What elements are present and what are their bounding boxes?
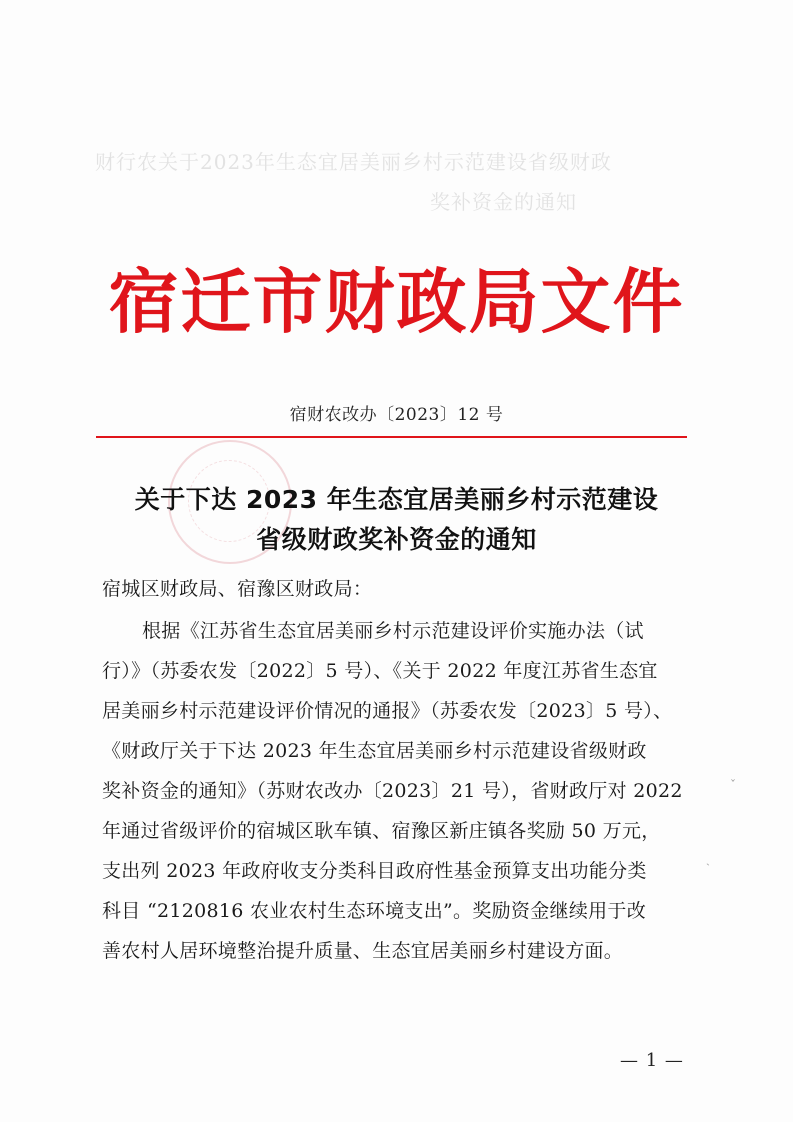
page-number: — 1 —: [620, 1050, 684, 1071]
document-number: 宿财农改办〔2023〕12 号: [289, 405, 504, 425]
body-line: 行）》（苏委农发〔2022〕5 号）、《关于 2022 年度江苏省生态宜: [102, 660, 658, 682]
body-line: 年通过省级评价的宿城区耿车镇、宿豫区新庄镇各奖励 50 万元，: [102, 820, 661, 842]
body-line: 科目 “2120816 农业农村生态环境支出”。奖励资金继续用于改: [102, 900, 647, 922]
body-line: 奖补资金的通知》（苏财农改办〔2023〕21 号），省财政厅对 2022: [102, 780, 683, 802]
scan-speck: ˏ: [706, 852, 710, 866]
scan-speck: ˇ: [730, 778, 736, 792]
body-line: 根据《江苏省生态宜居美丽乡村示范建设评价实施办法（试: [142, 620, 644, 642]
body-line: 支出列 2023 年政府收支分类科目政府性基金预算支出功能分类: [102, 860, 647, 882]
bleed-through-text-line2: 奖补资金的通知: [430, 190, 577, 214]
body-line: 《财政厅关于下达 2023 年生态宜居美丽乡村示范建设省级财政: [102, 740, 647, 762]
salutation: 宿城区财政局、宿豫区财政局：: [102, 578, 373, 600]
document-title-line2: 省级财政奖补资金的通知: [256, 525, 537, 554]
body-line: 居美丽乡村示范建设评价情况的通报》（苏委农发〔2023〕5 号）、: [102, 700, 673, 722]
red-divider-line: [96, 436, 687, 438]
masthead: 宿迁市财政局文件: [108, 260, 685, 343]
document-title-line1: 关于下达 2023 年生态宜居美丽乡村示范建设: [134, 485, 659, 514]
bleed-through-text-line1: 财行农关于2023年生态宜居美丽乡村示范建设省级财政: [95, 150, 612, 174]
body-line: 善农村人居环境整治提升质量、生态宜居美丽乡村建设方面。: [102, 940, 624, 962]
